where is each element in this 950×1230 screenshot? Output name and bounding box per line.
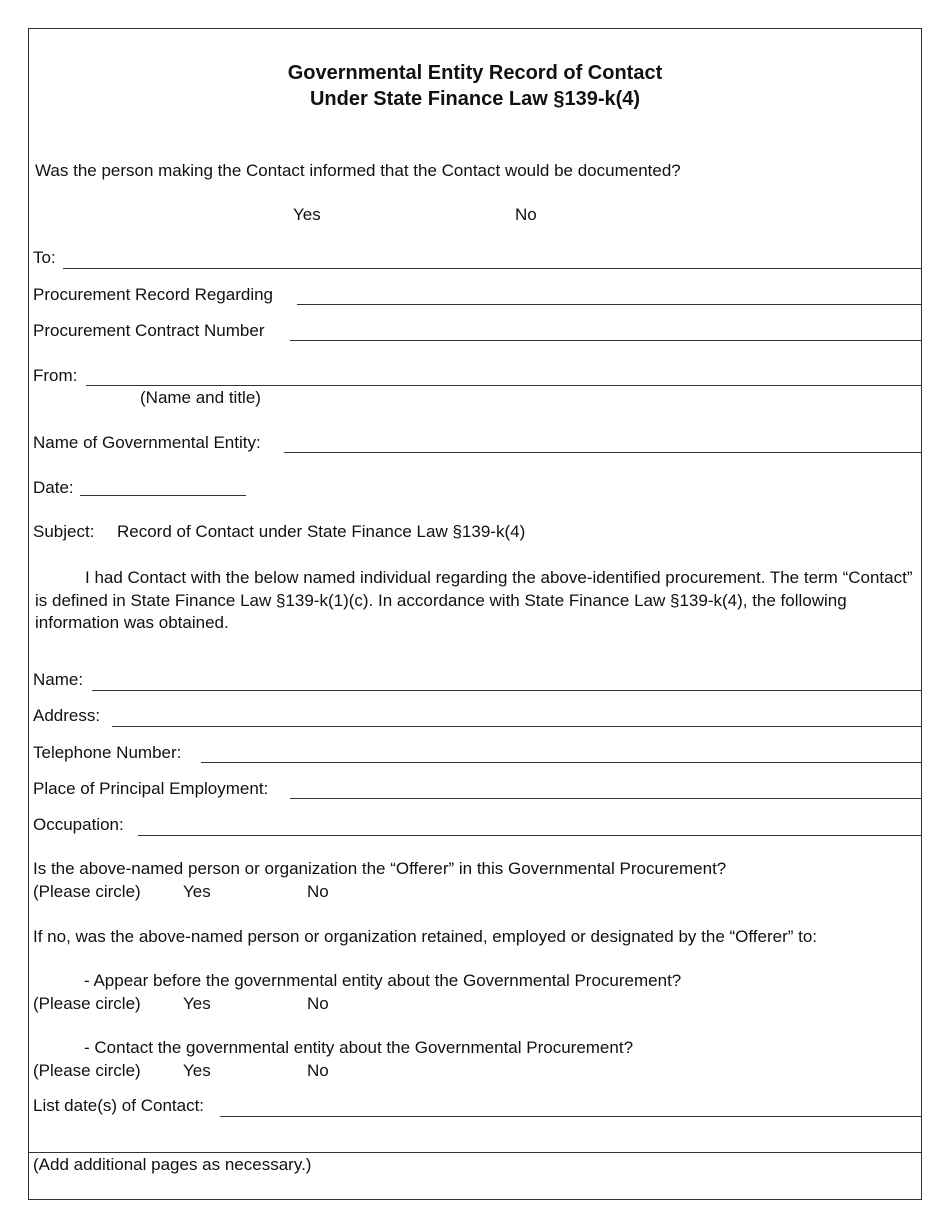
name-field[interactable] xyxy=(92,690,922,691)
informed-question: Was the person making the Contact informed that the Contact would be documented? xyxy=(35,161,681,180)
appear-yes-option[interactable]: Yes xyxy=(183,994,211,1013)
to-label: To: xyxy=(33,248,56,267)
additional-pages-note: (Add additional pages as necessary.) xyxy=(33,1155,312,1174)
contact-question: - Contact the governmental entity about the Governmental Procurement? xyxy=(84,1038,634,1057)
contact-please-circle: (Please circle) xyxy=(33,1061,141,1080)
employment-label: Place of Principal Employment: xyxy=(33,779,269,798)
occupation-label: Occupation: xyxy=(33,815,124,834)
form-title-line2: Under State Finance Law §139-k(4) xyxy=(309,88,641,110)
dates-field[interactable] xyxy=(220,1116,922,1117)
appear-please-circle: (Please circle) xyxy=(33,994,141,1013)
offerer-no-option[interactable]: No xyxy=(307,882,329,901)
offerer-please-circle: (Please circle) xyxy=(33,882,141,901)
entity-label: Name of Governmental Entity: xyxy=(33,433,261,452)
dates-continuation-line[interactable] xyxy=(28,1152,922,1153)
address-field[interactable] xyxy=(112,726,922,727)
procurement-record-field[interactable] xyxy=(297,304,922,305)
offerer-yes-option[interactable]: Yes xyxy=(183,882,211,901)
telephone-field[interactable] xyxy=(201,762,922,763)
informed-no-option[interactable]: No xyxy=(515,205,537,224)
appear-question: - Appear before the governmental entity about the Governmental Procurement? xyxy=(84,971,682,990)
informed-yes-option[interactable]: Yes xyxy=(293,205,321,224)
telephone-label: Telephone Number: xyxy=(33,743,182,762)
entity-field[interactable] xyxy=(284,452,922,453)
dates-label: List date(s) of Contact: xyxy=(33,1096,205,1115)
address-label: Address: xyxy=(33,706,101,725)
contact-paragraph: I had Contact with the below named individual regarding the above-identified procurement. The term “Contact” is defined in State Finance Law §139-k(1)(c). In accordance with State Finance Law §139-k(4), the following information was obtained. xyxy=(35,568,913,632)
subject-value: Record of Contact under State Finance Law §139-k(4) xyxy=(117,522,526,541)
form-title-line1: Governmental Entity Record of Contact xyxy=(287,62,663,84)
procurement-record-label: Procurement Record Regarding xyxy=(33,285,274,304)
from-field[interactable] xyxy=(86,385,922,386)
name-title-hint: (Name and title) xyxy=(140,388,261,407)
retained-question: If no, was the above-named person or organization retained, employed or designated by the “Offerer” to: xyxy=(33,927,818,946)
subject-label: Subject: xyxy=(33,522,95,541)
date-field[interactable] xyxy=(80,495,246,496)
date-label: Date: xyxy=(33,478,74,497)
from-label: From: xyxy=(33,366,78,385)
offerer-question: Is the above-named person or organization the “Offerer” in this Governmental Procurement? xyxy=(33,859,727,878)
appear-no-option[interactable]: No xyxy=(307,994,329,1013)
occupation-field[interactable] xyxy=(138,835,922,836)
employment-field[interactable] xyxy=(290,798,922,799)
name-label: Name: xyxy=(33,670,84,689)
contract-number-field[interactable] xyxy=(290,340,922,341)
contact-no-option[interactable]: No xyxy=(307,1061,329,1080)
contract-number-label: Procurement Contract Number xyxy=(33,321,265,340)
contact-yes-option[interactable]: Yes xyxy=(183,1061,211,1080)
to-field[interactable] xyxy=(63,268,922,269)
